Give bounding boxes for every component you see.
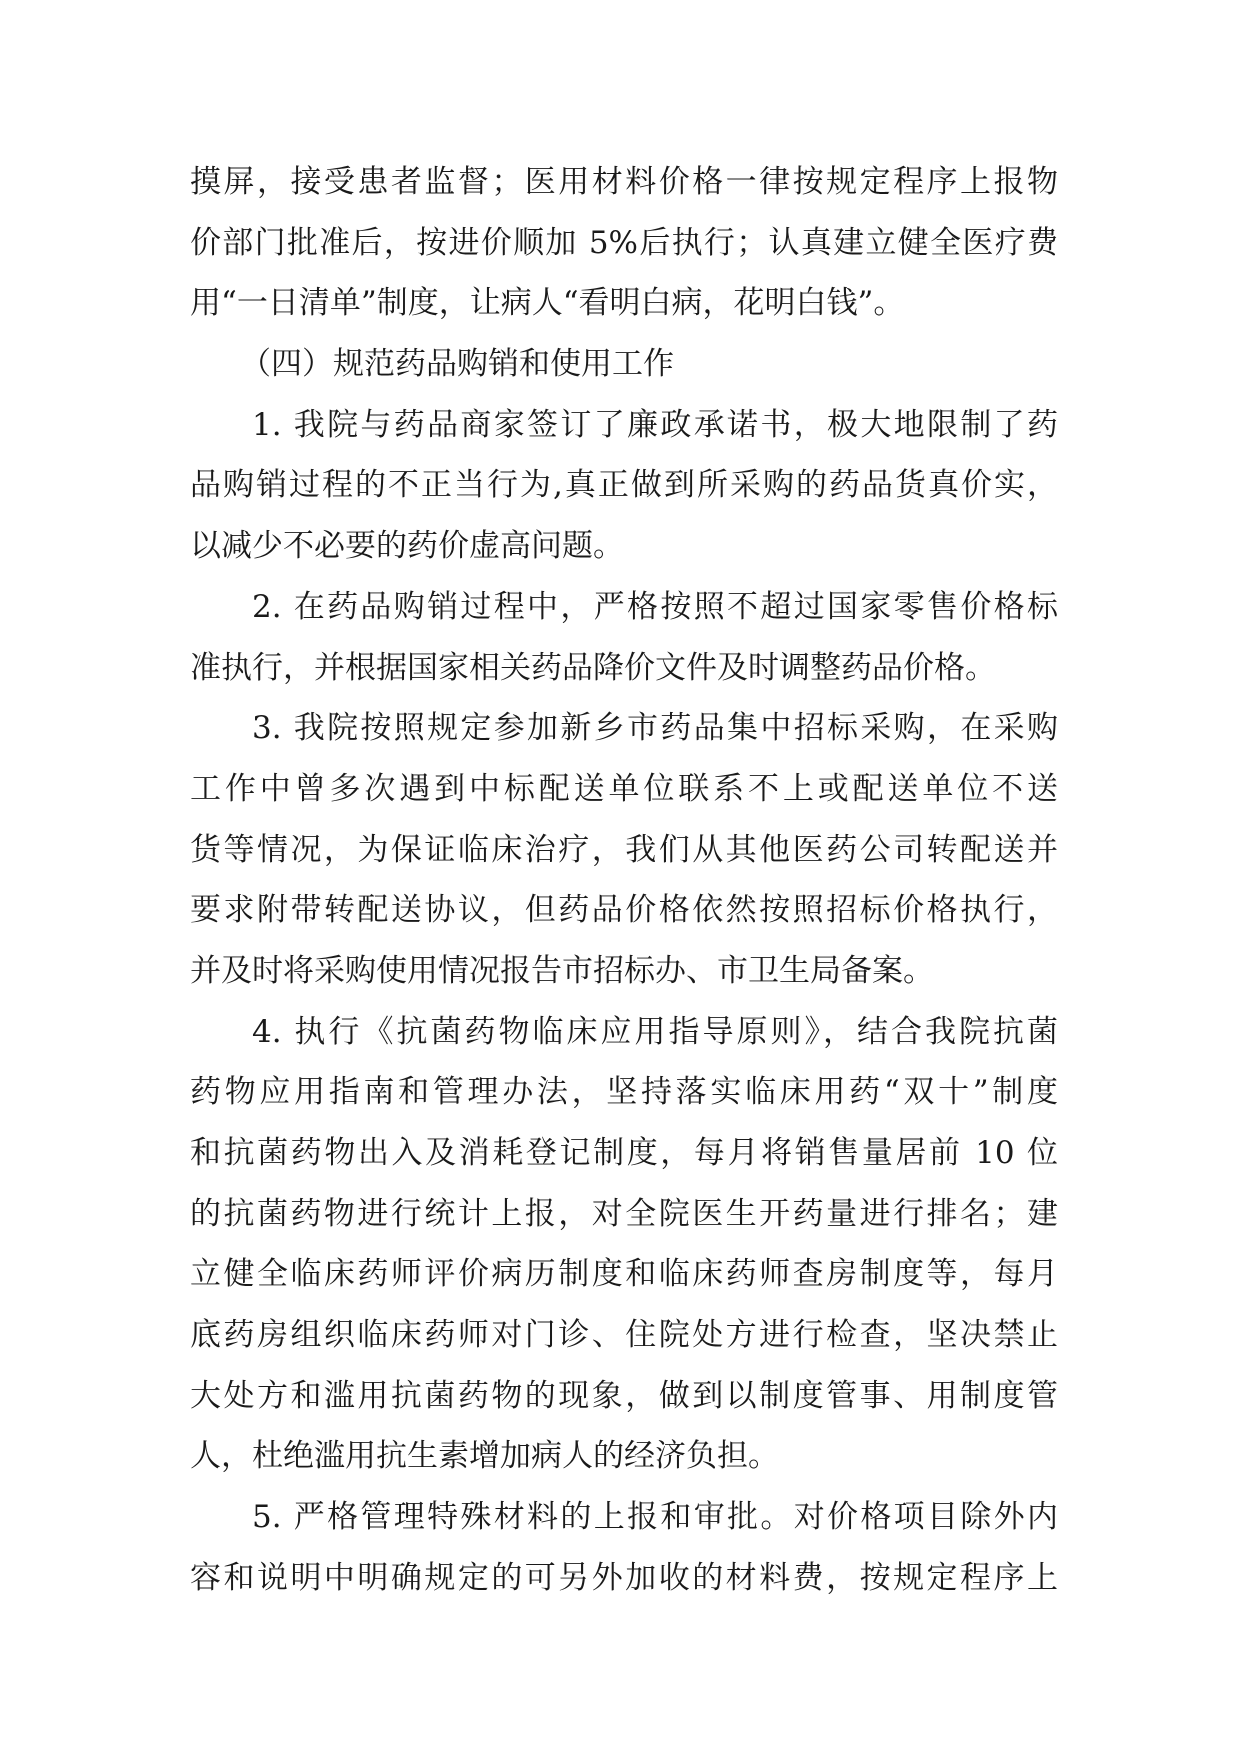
text-line: 以减少不必要的药价虚高问题。 — [190, 528, 624, 565]
text-line: 准执行，并根据国家相关药品降价文件及时调整药品价格。 — [190, 649, 996, 686]
text-line: 3. 我院按照规定参加新乡市药品集中招标采购，在采购 — [252, 710, 1058, 747]
text-line: 立健全临床药师评价病历制度和临床药师查房制度等，每月 — [190, 1256, 1058, 1293]
text-line: 品购销过程的不正当行为,真正做到所采购的药品货真价实， — [190, 467, 1058, 504]
document-body — [190, 152, 1058, 1609]
text-line: 要求附带转配送协议，但药品价格依然按照招标价格执行， — [190, 892, 1058, 929]
section-heading: （四）规范药品购销和使用工作 — [240, 346, 674, 383]
text-line: 的抗菌药物进行统计上报，对全院医生开药量进行排名；建 — [190, 1195, 1058, 1232]
text-line: 2. 在药品购销过程中，严格按照不超过国家零售价格标 — [252, 588, 1058, 625]
text-line: 摸屏，接受患者监督；医用材料价格一律按规定程序上报物 — [190, 164, 1058, 200]
text-line: 人，杜绝滥用抗生素增加病人的经济负担。 — [190, 1438, 779, 1475]
text-line: 并及时将采购使用情况报告市招标办、市卫生局备案。 — [190, 952, 934, 989]
text-line: 4. 执行《抗菌药物临床应用指导原则》，结合我院抗菌 — [252, 1013, 1058, 1050]
text-line: 工作中曾多次遇到中标配送单位联系不上或配送单位不送 — [190, 770, 1058, 807]
text-line: 价部门批准后，按进价顺加 5%后执行；认真建立健全医疗费 — [190, 224, 1058, 261]
text-line: 容和说明中明确规定的可另外加收的材料费，按规定程序上 — [190, 1559, 1058, 1596]
text-line: 药物应用指南和管理办法，坚持落实临床用药“双十”制度 — [190, 1074, 1058, 1111]
text-line: 大处方和滥用抗菌药物的现象，做到以制度管事、用制度管 — [190, 1377, 1058, 1414]
text-line: 1. 我院与药品商家签订了廉政承诺书，极大地限制了药 — [252, 406, 1058, 443]
text-line: 货等情况，为保证临床治疗，我们从其他医药公司转配送并 — [190, 831, 1058, 868]
text-line: 和抗菌药物出入及消耗登记制度，每月将销售量居前 10 位 — [190, 1135, 1058, 1171]
text-line: 用“一日清单”制度，让病人“看明白病，花明白钱”。 — [190, 285, 905, 322]
text-line: 5. 严格管理特殊材料的上报和审批。对价格项目除外内 — [252, 1499, 1058, 1536]
text-line: 底药房组织临床药师对门诊、住院处方进行检查，坚决禁止 — [190, 1317, 1058, 1354]
